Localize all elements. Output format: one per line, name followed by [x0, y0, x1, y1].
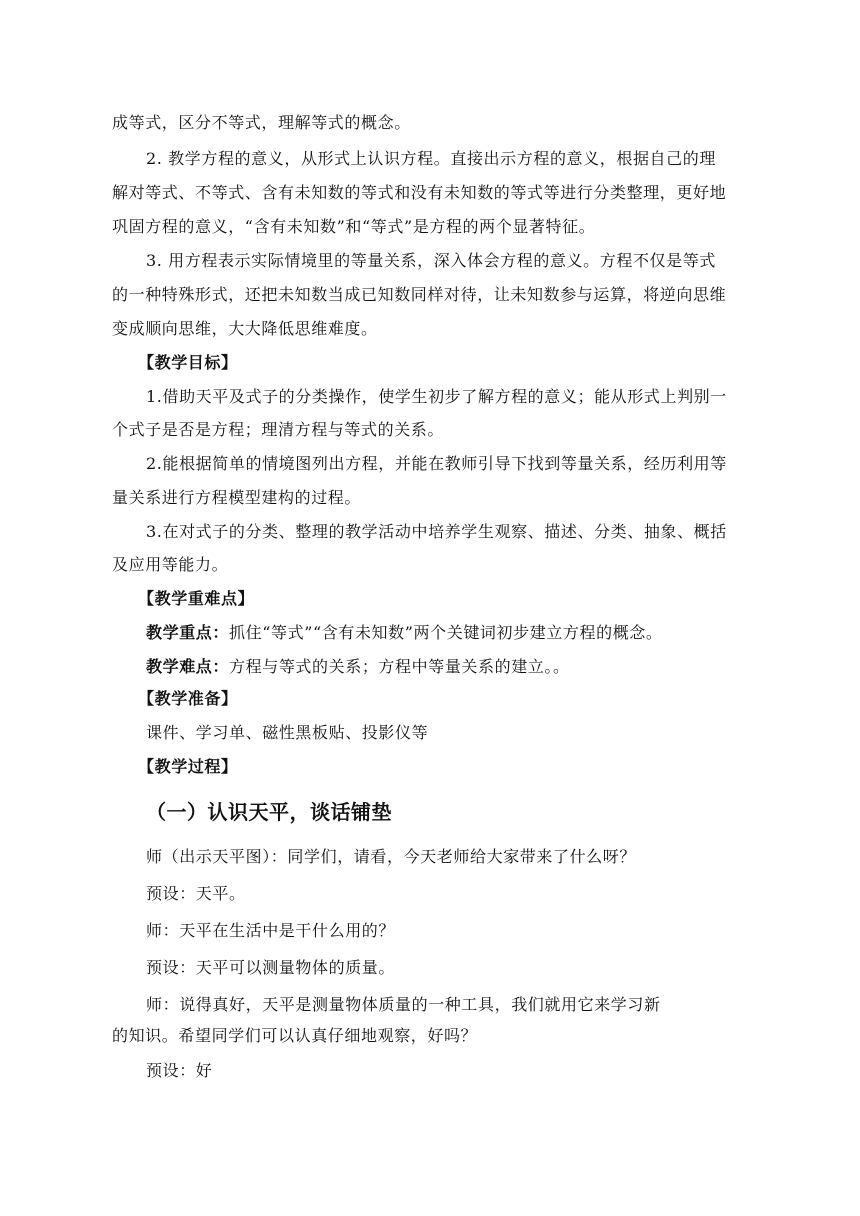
paragraph-line: 3. 用方程表示实际情境里的等量关系，深入体会方程的意义。方程不仅是等式	[146, 251, 716, 270]
objectives-heading: 【教学目标】	[138, 353, 238, 372]
objective-line: 及应用等能力。	[112, 555, 229, 574]
preparation-heading: 【教学准备】	[138, 689, 238, 708]
process-heading: 【教学过程】	[138, 757, 238, 776]
objective-line: 2.能根据简单的情境图列出方程，并能在教师引导下找到等量关系，经历利用等	[146, 454, 727, 473]
objective-line: 量关系进行方程模型建构的过程。	[112, 488, 362, 507]
focus-text: 抓住“等式”“含有未知数”两个关键词初步建立方程的概念。	[229, 623, 663, 642]
objective-line: 个式子是否是方程；理清方程与等式的关系。	[112, 420, 445, 439]
focus-line	[146, 620, 663, 643]
key-points-heading: 【教学重难点】	[138, 589, 255, 608]
dialogue-line: 预设：天平可以测量物体的质量。	[146, 958, 396, 977]
difficulty-text: 方程与等式的关系；方程中等量关系的建立。。	[229, 657, 570, 676]
objective-line: 1.借助天平及式子的分类操作，使学生初步了解方程的意义；能从形式上判别一	[146, 387, 727, 406]
objective-line: 3.在对式子的分类、整理的教学活动中培养学生观察、描述、分类、抽象、概括	[146, 522, 727, 541]
dialogue-line: 的知识。希望同学们可以认真仔细地观察，好吗？	[112, 1026, 478, 1045]
dialogue-line: 预设：天平。	[146, 884, 246, 903]
section-title: （一）认识天平，谈话铺垫	[146, 800, 392, 824]
paragraph-line: 的一种特殊形式，还把未知数当成已知数同样对待，让未知数参与运算，将逆向思维	[112, 285, 727, 304]
dialogue-line: 师：说得真好，天平是测量物体质量的一种工具，我们就用它来学习新	[146, 995, 661, 1014]
difficulty-label: 教学难点：	[146, 657, 230, 676]
paragraph-line: 2. 教学方程的意义，从形式上认识方程。直接出示方程的意义，根据自己的理	[146, 149, 716, 168]
dialogue-line: 预设：好	[146, 1061, 213, 1080]
dialogue-line: 师：天平在生活中是干什么用的？	[146, 921, 396, 940]
paragraph-line: 巩固方程的意义，“含有未知数”和“等式”是方程的两个显著特征。	[112, 217, 596, 236]
paragraph-line: 成等式，区分不等式，理解等式的概念。	[112, 113, 411, 132]
paragraph-line: 解对等式、不等式、含有未知数的等式和没有未知数的等式等进行分类整理，更好地	[112, 183, 727, 202]
difficulty-line	[146, 654, 570, 677]
paragraph-line: 变成顺向思维，大大降低思维难度。	[112, 319, 378, 338]
preparation-text: 课件、学习单、磁性黑板贴、投影仪等	[146, 723, 429, 742]
dialogue-line: 师（出示天平图）：同学们，请看，今天老师给大家带来了什么呀？	[146, 847, 637, 866]
focus-label: 教学重点：	[146, 623, 230, 642]
